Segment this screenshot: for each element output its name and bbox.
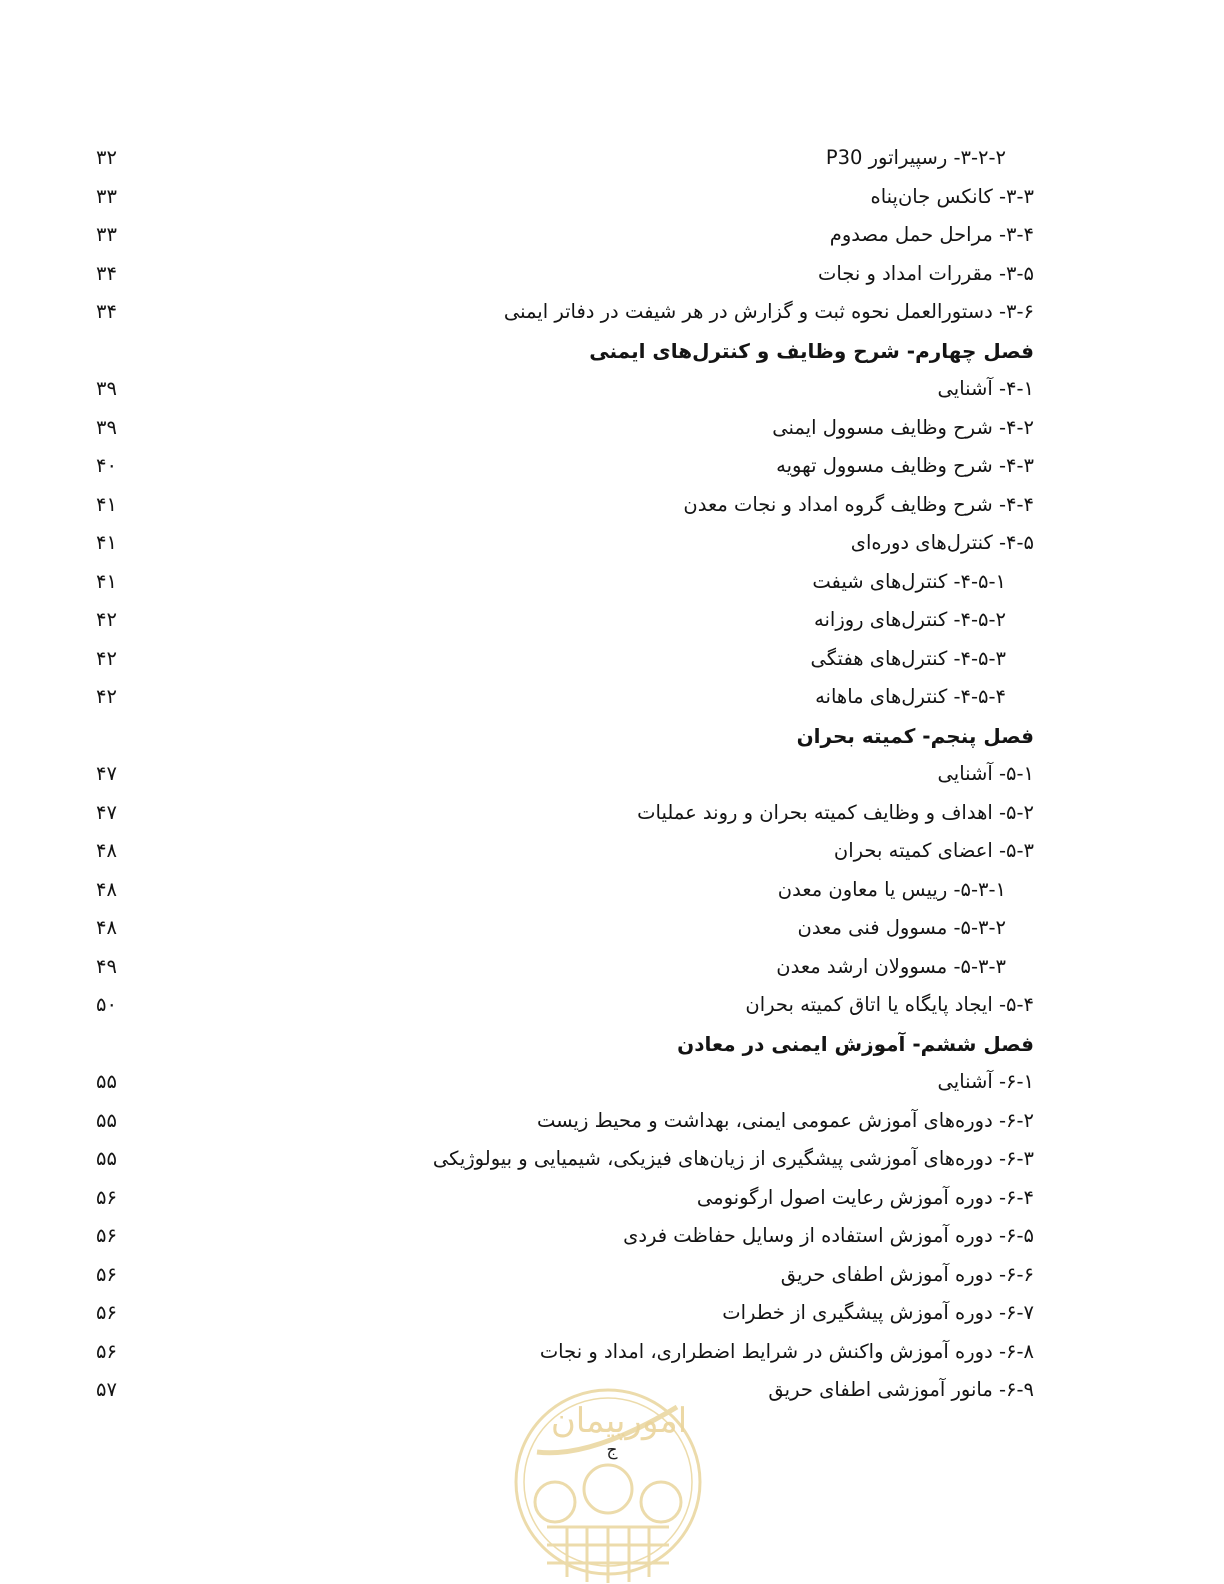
toc-page-number: ۴۸	[96, 839, 117, 862]
toc-page-number: ۵۰	[96, 993, 117, 1016]
toc-entry	[0, 1140, 1224, 1179]
toc-entry-title: ۶-۱- آشنایی	[937, 1070, 1034, 1093]
toc-entry	[0, 486, 1224, 525]
toc-page-number: ۵۶	[96, 1224, 117, 1247]
toc-page-number: ۵۵	[96, 1070, 117, 1093]
toc-entry	[0, 216, 1224, 255]
toc-entry	[0, 909, 1224, 948]
toc-page-number: ۳۳	[96, 184, 117, 208]
toc-entry-title: ۳-۴- مراحل حمل مصدوم	[829, 223, 1034, 246]
page-folio: ج	[606, 1440, 618, 1460]
toc-entry	[0, 948, 1224, 987]
toc-entry	[0, 370, 1224, 409]
toc-page-number: ۵۷	[96, 1378, 117, 1401]
toc-entry-title: ۶-۸- دوره آموزش واکنش در شرایط اضطراری، امداد و نجات	[539, 1339, 1034, 1363]
toc-page-number: ۴۲	[96, 608, 117, 631]
toc-entry	[0, 255, 1224, 294]
toc-page-number: ۴۹	[96, 954, 117, 978]
toc-entry-title: ۶-۶- دوره آموزش اطفای حریق	[780, 1262, 1034, 1286]
toc-entry	[0, 1294, 1224, 1333]
toc-entry	[0, 524, 1224, 563]
toc-entry	[0, 601, 1224, 640]
toc-entry-title: ۵-۱- آشنایی	[937, 762, 1034, 785]
toc-entry	[0, 1217, 1224, 1256]
toc-entry-title: ۵-۳-۲- مسوول فنی معدن	[797, 916, 1006, 939]
toc-page-number: ۴۱	[96, 569, 117, 593]
toc-page-number: ۴۱	[96, 531, 117, 554]
toc-entry	[0, 1063, 1224, 1102]
toc-page-number: ۴۸	[96, 916, 117, 939]
toc-entry-title: ۵-۳-۱- رییس یا معاون معدن	[777, 877, 1006, 901]
toc-entry-title: ۵-۳- اعضای کمیته بحران	[833, 839, 1034, 862]
toc-entry-title: ۴-۵-۲- کنترل‌های روزانه	[814, 608, 1006, 631]
toc-page-number: ۵۶	[96, 1301, 117, 1324]
toc-entry	[0, 755, 1224, 794]
toc-page-number: ۴۷	[96, 800, 117, 824]
toc-page-number: ۳۹	[96, 377, 117, 400]
toc-chapter-heading	[0, 332, 1224, 371]
toc-page-number: ۴۸	[96, 877, 117, 901]
toc-page-number: ۵۵	[96, 1108, 117, 1132]
toc-chapter-heading	[0, 1025, 1224, 1064]
toc-entry	[0, 563, 1224, 602]
toc-entry-title: ۴-۵-۳- کنترل‌های هفتگی	[810, 646, 1006, 670]
toc-page-number: ۴۷	[96, 762, 117, 785]
table-of-contents	[0, 139, 1224, 1410]
toc-chapter-heading	[0, 717, 1224, 756]
toc-entry-title: ۵-۲- اهداف و وظایف کمیته بحران و روند عملیات	[637, 800, 1034, 824]
toc-page-number: ۳۳	[96, 223, 117, 246]
toc-entry-title: ۵-۳-۳- مسوولان ارشد معدن	[776, 954, 1006, 978]
toc-entry-title: ۳-۶- دستورالعمل نحوه ثبت و گزارش در هر شیفت در دفاتر ایمنی	[503, 300, 1034, 323]
toc-entry	[0, 986, 1224, 1025]
toc-entry-title: ۴-۵- کنترل‌های دوره‌ای	[850, 531, 1034, 554]
toc-entry	[0, 447, 1224, 486]
toc-page-number: ۴۲	[96, 685, 117, 708]
toc-entry-title: ۴-۵-۱- کنترل‌های شیفت	[812, 569, 1006, 593]
toc-entry-title: فصل ششم- آموزش ایمنی در معادن	[677, 1031, 1034, 1056]
toc-entry-title: ۴-۲- شرح وظایف مسوول ایمنی	[772, 415, 1034, 439]
toc-entry-title: ۳-۵- مقررات امداد و نجات	[817, 261, 1034, 285]
toc-entry	[0, 640, 1224, 679]
toc-page-number: ۵۶	[96, 1339, 117, 1363]
toc-entry-title: ۳-۳- کانکس جان‌پناه	[870, 184, 1034, 208]
toc-entry	[0, 1102, 1224, 1141]
toc-entry-title: ۶-۲- دوره‌های آموزش عمومی ایمنی، بهداشت و محیط زیست	[536, 1108, 1034, 1132]
toc-entry	[0, 794, 1224, 833]
toc-entry	[0, 678, 1224, 717]
toc-entry	[0, 1256, 1224, 1295]
toc-page-number: ۳۴	[96, 261, 117, 285]
toc-entry-title: ۶-۷- دوره آموزش پیشگیری از خطرات	[722, 1301, 1034, 1324]
toc-page-number: ۳۹	[96, 415, 117, 439]
toc-entry-title: ۴-۱- آشنایی	[937, 377, 1034, 400]
toc-entry-title: فصل چهارم- شرح وظایف و کنترل‌های ایمنی	[589, 338, 1034, 363]
toc-page-number: ۴۲	[96, 646, 117, 670]
toc-page-number: ۴۱	[96, 492, 117, 516]
toc-entry	[0, 1333, 1224, 1372]
toc-entry-title: ۳-۲-۲- رسپیراتور P30	[825, 146, 1006, 169]
svg-text:امورپیمان: امورپیمان	[550, 1401, 688, 1441]
toc-entry-title: ۵-۴- ایجاد پایگاه یا اتاق کمیته بحران	[745, 993, 1034, 1016]
toc-entry-title: ۴-۴- شرح وظایف گروه امداد و نجات معدن	[683, 492, 1034, 516]
toc-page-number: ۵۶	[96, 1262, 117, 1286]
toc-entry-title: ۶-۹- مانور آموزشی اطفای حریق	[768, 1378, 1034, 1401]
toc-entry	[0, 1179, 1224, 1218]
toc-entry-title: ۴-۳- شرح وظایف مسوول تهویه	[776, 454, 1034, 477]
toc-entry-title: ۴-۵-۴- کنترل‌های ماهانه	[815, 685, 1006, 708]
toc-entry-title: ۶-۳- دوره‌های آموزشی پیشگیری از زیان‌های فیزیکی، شیمیایی و بیولوژیکی	[432, 1147, 1034, 1170]
toc-entry	[0, 409, 1224, 448]
toc-page-number: ۵۶	[96, 1185, 117, 1209]
toc-entry	[0, 832, 1224, 871]
toc-entry	[0, 139, 1224, 178]
toc-entry	[0, 871, 1224, 910]
toc-entry	[0, 293, 1224, 332]
toc-entry-title: ۶-۴- دوره آموزش رعایت اصول ارگونومی	[696, 1185, 1034, 1209]
toc-page-number: ۵۵	[96, 1147, 117, 1170]
toc-page-number: ۳۴	[96, 300, 117, 323]
toc-page-number: ۳۲	[96, 146, 117, 169]
toc-page-number: ۴۰	[96, 454, 117, 477]
toc-entry	[0, 178, 1224, 217]
publisher-seal-watermark	[507, 1377, 709, 1584]
toc-entry-title: فصل پنجم- کمیته بحران	[796, 723, 1034, 748]
toc-entry-title: ۶-۵- دوره آموزش استفاده از وسایل حفاظت فردی	[623, 1224, 1034, 1247]
